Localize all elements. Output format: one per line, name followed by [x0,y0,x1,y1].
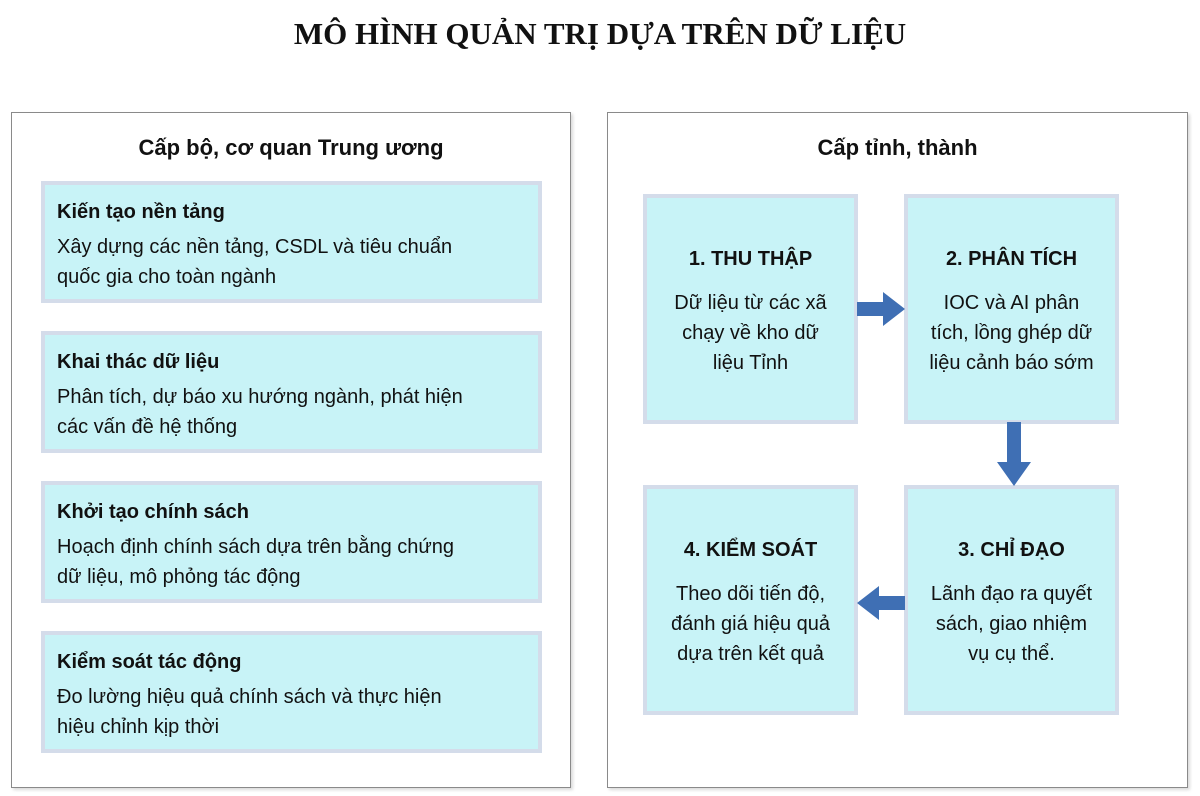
central-level-panel-title: Cấp bộ, cơ quan Trung ương [138,135,444,160]
description-line: đánh giá hiệu quả [670,613,831,635]
step-direct-box [904,485,1119,715]
step-description [657,579,844,669]
description-line: dựa trên kết quả [677,643,824,665]
central-item-description [57,682,526,742]
central-item-heading: Khởi tạo chính sách [57,501,250,523]
arrow-left-icon [857,583,907,623]
arrow-shape [857,586,905,620]
central-item-heading: Kiểm soát tác động [57,651,242,673]
central-item-description [57,232,526,292]
provincial-level-panel [607,112,1188,788]
page-title: MÔ HÌNH QUẢN TRỊ DỰA TRÊN DỮ LIỆU [293,16,907,51]
description-line: Hoạch định chính sách dựa trên bằng chứng [57,536,455,558]
step-heading: 3. CHỈ ĐẠO [958,539,1065,561]
description-line: quốc gia cho toàn ngành [57,266,277,288]
central-item-exploit-data [41,331,542,453]
description-line: liệu Tỉnh [712,352,789,374]
description-line: sách, giao nhiệm [935,613,1088,635]
step-control-box [643,485,858,715]
description-line: Xây dựng các nền tảng, CSDL và tiêu chuẩn [57,236,453,258]
description-line: Dữ liệu từ các xã [674,292,827,314]
step-description [657,288,844,378]
description-line: Lãnh đạo ra quyết [930,583,1093,605]
description-line: tích, lồng ghép dữ [930,322,1093,344]
step-description [918,288,1105,378]
step-heading: 1. THU THẬP [688,248,813,270]
arrow-shape [857,292,905,326]
step-description [918,579,1105,669]
provincial-level-panel-title: Cấp tỉnh, thành [817,135,978,160]
central-item-description [57,532,526,592]
description-line: liệu cảnh báo sớm [929,352,1094,374]
description-line: Phân tích, dự báo xu hướng ngành, phát hiện [57,386,463,408]
central-item-heading: Khai thác dữ liệu [57,351,220,373]
description-line: IOC và AI phân [943,292,1080,314]
step-collect-box [643,194,858,424]
step-heading: 4. KIỂM SOÁT [683,539,818,561]
description-line: chạy về kho dữ [682,322,819,344]
arrow-down-icon [994,422,1034,488]
central-item-initiate-policy [41,481,542,603]
step-analyze-box [904,194,1119,424]
arrow-shape [997,422,1031,486]
description-line: các vấn đề hệ thống [57,416,238,438]
description-line: vụ cụ thể. [968,643,1055,665]
description-line: Đo lường hiệu quả chính sách và thực hiện [57,686,442,708]
central-item-heading: Kiến tạo nền tảng [57,201,225,223]
central-level-panel [11,112,571,788]
arrow-right-icon [857,289,907,329]
description-line: dữ liệu, mô phỏng tác động [57,566,301,588]
description-line: hiệu chỉnh kịp thời [57,716,220,738]
central-item-control-impact [41,631,542,753]
description-line: Theo dõi tiến độ, [676,583,825,605]
central-item-build-platform [41,181,542,303]
step-heading: 2. PHÂN TÍCH [945,248,1078,270]
central-item-description [57,382,526,442]
